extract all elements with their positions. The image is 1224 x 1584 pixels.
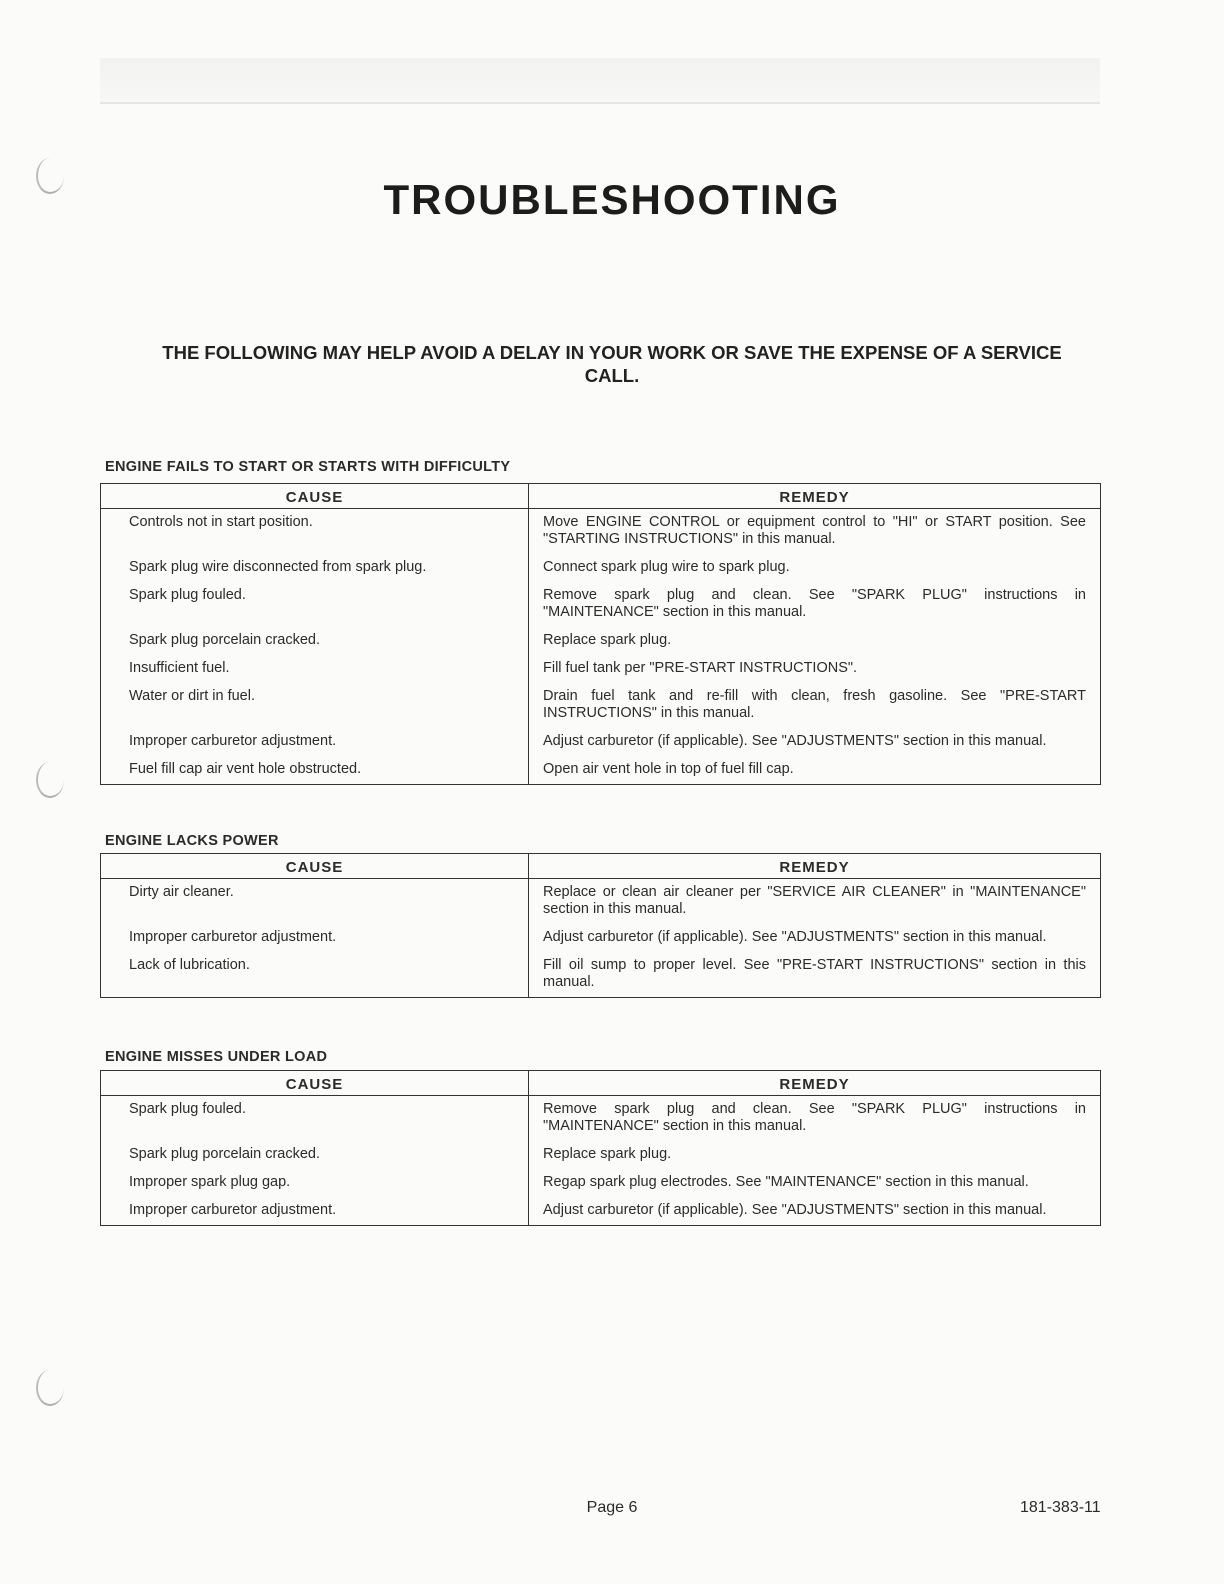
remedy-cell: Fill oil sump to proper level. See "PRE-START INSTRUCTIONS" section in this manual. bbox=[543, 957, 1086, 990]
binder-hole-middle bbox=[36, 762, 64, 798]
remedy-cell: Adjust carburetor (if applicable). See "ADJUSTMENTS" section in this manual. bbox=[543, 733, 1047, 749]
cause-cell: Spark plug porcelain cracked. bbox=[101, 1141, 529, 1169]
cause-cell: Dirty air cleaner. bbox=[101, 879, 529, 925]
cause-cell: Insufficient fuel. bbox=[101, 655, 529, 683]
table-row bbox=[101, 756, 1101, 785]
table-row bbox=[101, 1169, 1101, 1197]
show-through-band bbox=[100, 58, 1100, 104]
section-heading-misses-under-load: ENGINE MISSES UNDER LOAD bbox=[105, 1049, 328, 1065]
table-row bbox=[101, 1096, 1101, 1142]
troubleshooting-table-misses-under-load bbox=[100, 1070, 1101, 1226]
cause-cell: Spark plug fouled. bbox=[101, 582, 529, 627]
section-heading-lacks-power: ENGINE LACKS POWER bbox=[105, 833, 279, 849]
table-row bbox=[101, 627, 1101, 655]
table-row bbox=[101, 554, 1101, 582]
remedy-cell: Drain fuel tank and re-fill with clean, fresh gasoline. See "PRE-START INSTRUCTIONS" in this manual. bbox=[543, 688, 1086, 721]
page-title: TROUBLESHOOTING bbox=[383, 176, 841, 223]
section-heading-fails-to-start: ENGINE FAILS TO START OR STARTS WITH DIFFICULTY bbox=[105, 459, 511, 475]
cause-cell: Controls not in start position. bbox=[101, 509, 529, 555]
table-header-row bbox=[101, 484, 1101, 509]
table-row bbox=[101, 683, 1101, 728]
cause-column-header: CAUSE bbox=[101, 1071, 529, 1096]
cause-cell: Improper carburetor adjustment. bbox=[101, 924, 529, 952]
remedy-cell: Open air vent hole in top of fuel fill cap. bbox=[543, 761, 794, 777]
table-row bbox=[101, 924, 1101, 952]
remedy-cell: Move ENGINE CONTROL or equipment control to "HI" or START position. See "STARTING INSTRUCTIONS" in this manual. bbox=[543, 514, 1086, 547]
cause-cell: Improper carburetor adjustment. bbox=[101, 1197, 529, 1226]
cause-column-header: CAUSE bbox=[101, 854, 529, 879]
table-row bbox=[101, 655, 1101, 683]
remedy-cell: Adjust carburetor (if applicable). See "ADJUSTMENTS" section in this manual. bbox=[543, 1202, 1047, 1218]
table-row bbox=[101, 1141, 1101, 1169]
table-row bbox=[101, 879, 1101, 925]
table-header-row bbox=[101, 854, 1101, 879]
cause-cell: Fuel fill cap air vent hole obstructed. bbox=[101, 756, 529, 785]
cause-cell: Water or dirt in fuel. bbox=[101, 683, 529, 728]
table-row bbox=[101, 952, 1101, 998]
cause-cell: Improper spark plug gap. bbox=[101, 1169, 529, 1197]
remedy-cell: Replace or clean air cleaner per "SERVICE AIR CLEANER" in "MAINTENANCE" section in this manual. bbox=[543, 884, 1086, 917]
table-header-row bbox=[101, 1071, 1101, 1096]
remedy-cell: Fill fuel tank per "PRE-START INSTRUCTIONS". bbox=[543, 660, 858, 676]
remedy-column-header: REMEDY bbox=[529, 854, 1101, 879]
cause-cell: Spark plug porcelain cracked. bbox=[101, 627, 529, 655]
cause-cell: Improper carburetor adjustment. bbox=[101, 728, 529, 756]
cause-column-header: CAUSE bbox=[101, 484, 529, 509]
remedy-cell: Regap spark plug electrodes. See "MAINTENANCE" section in this manual. bbox=[543, 1174, 1029, 1190]
remedy-cell: Connect spark plug wire to spark plug. bbox=[543, 559, 790, 575]
remedy-column-header: REMEDY bbox=[529, 484, 1101, 509]
troubleshooting-table-lacks-power bbox=[100, 853, 1101, 998]
document-code: 181-383-11 bbox=[1020, 1499, 1101, 1516]
page-number: Page 6 bbox=[586, 1499, 638, 1516]
remedy-cell: Remove spark plug and clean. See "SPARK PLUG" instructions in "MAINTENANCE" section in this manual. bbox=[543, 587, 1086, 620]
table-row bbox=[101, 728, 1101, 756]
remedy-cell: Replace spark plug. bbox=[543, 1146, 672, 1162]
remedy-cell: Remove spark plug and clean. See "SPARK PLUG" instructions in "MAINTENANCE" section in this manual. bbox=[543, 1101, 1086, 1134]
page-subtitle: THE FOLLOWING MAY HELP AVOID A DELAY IN YOUR WORK OR SAVE THE EXPENSE OF A SERVICE CALL. bbox=[162, 342, 1062, 386]
remedy-cell: Replace spark plug. bbox=[543, 632, 672, 648]
remedy-cell: Adjust carburetor (if applicable). See "ADJUSTMENTS" section in this manual. bbox=[543, 929, 1047, 945]
table-row bbox=[101, 1197, 1101, 1226]
troubleshooting-table-fails-to-start bbox=[100, 483, 1101, 785]
table-row bbox=[101, 509, 1101, 555]
binder-hole-bottom bbox=[36, 1370, 64, 1406]
cause-cell: Spark plug wire disconnected from spark plug. bbox=[101, 554, 529, 582]
table-row bbox=[101, 582, 1101, 627]
cause-cell: Spark plug fouled. bbox=[101, 1096, 529, 1142]
cause-cell: Lack of lubrication. bbox=[101, 952, 529, 998]
remedy-column-header: REMEDY bbox=[529, 1071, 1101, 1096]
